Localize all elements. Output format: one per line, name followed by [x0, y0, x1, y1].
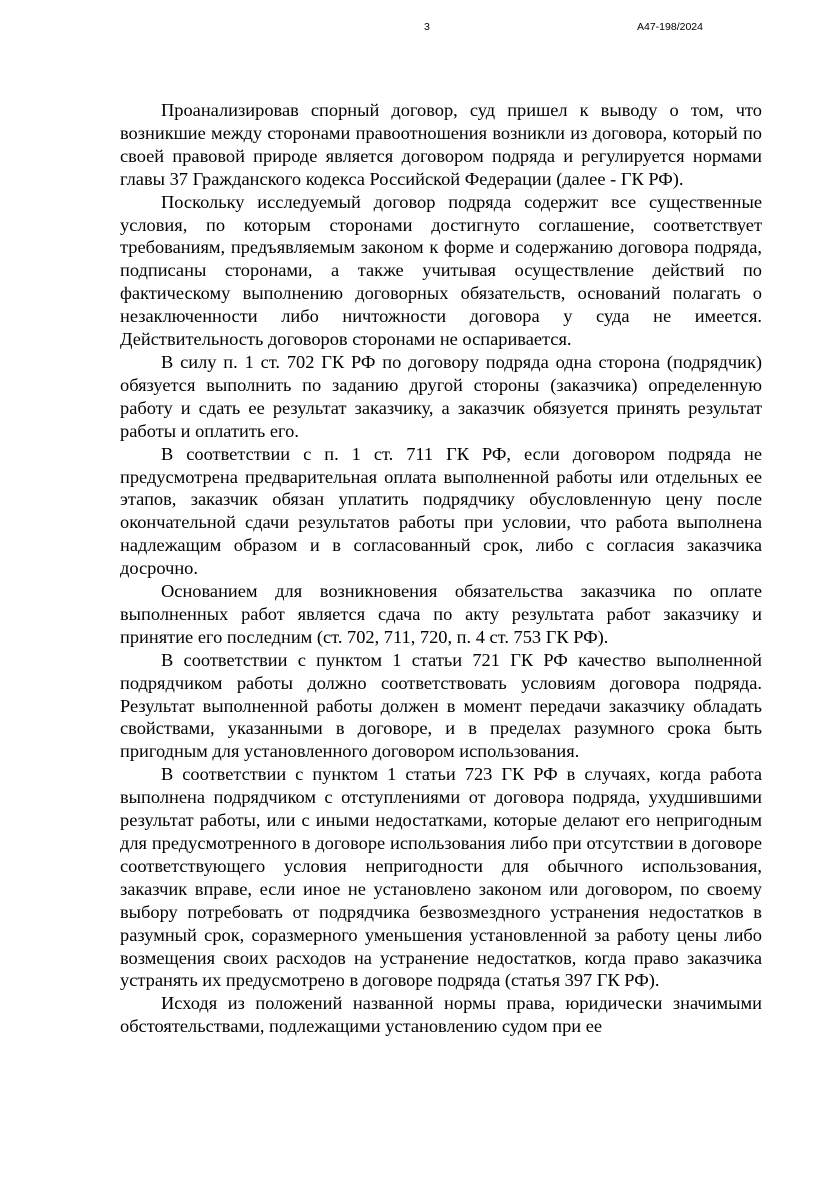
page-number: 3	[424, 21, 430, 33]
paragraph: Основанием для возникновения обязательства заказчика по оплате выполненных работ является сдача по акту результата работ заказчику и принятие его последним (ст. 702, 711, 720, п. 4 ст. 753 ГК РФ).	[120, 581, 762, 647]
document-body	[120, 99, 762, 1038]
paragraph: Проанализировав спорный договор, суд пришел к выводу о том, что возникшие между сторонами правоотношения возникли из договора, который по своей правовой природе является договором подряда и регулируется нормами главы 37 Гражданского кодекса Российской Федерации (далее - ГК РФ).	[120, 100, 762, 189]
case-number: А47-198/2024	[637, 21, 703, 33]
paragraph: В соответствии с п. 1 ст. 711 ГК РФ, если договором подряда не предусмотрена предварительная оплата выполненной работы или отдельных ее этапов, заказчик обязан уплатить подрядчику обусловленную цену после окончательной сдачи результатов работы при условии, что работа выполнена надлежащим образом и в согласованный срок, либо с согласия заказчика досрочно.	[120, 443, 762, 579]
paragraph: В соответствии с пунктом 1 статьи 723 ГК РФ в случаях, когда работа выполнена подрядчиком с отступлениями от договора подряда, ухудшившими результат работы, или с иными недостатками, которые делают его непригодным для предусмотренного в договоре использования либо при отсутствии в договоре соответствующего условия непригодности для обычного использования, заказчик вправе, если иное не установлено законом или договором, по своему выбору потребовать от подрядчика безвозмездного устранения недостатков в разумный срок, соразмерного уменьшения установленной за работу цены либо возмещения своих расходов на устранение недостатков, когда право заказчика устранять их предусмотрено в договоре подряда (статья 397 ГК РФ).	[120, 764, 762, 991]
paragraph: Исходя из положений названной нормы права, юридически значимыми обстоятельствами, подлежащими установлению судом при ее	[120, 993, 762, 1037]
paragraph: В соответствии с пунктом 1 статьи 721 ГК РФ качество выполненной подрядчиком работы должно соответствовать условиям договора подряда. Результат выполненной работы должен в момент передачи заказчику обладать свойствами, указанными в договоре, и в пределах разумного срока быть пригодным для установленного договором использования.	[120, 649, 762, 762]
paragraph: В силу п. 1 ст. 702 ГК РФ по договору подряда одна сторона (подрядчик) обязуется выполнить по заданию другой стороны (заказчика) определенную работу и сдать ее результат заказчику, а заказчик обязуется принять результат работы и оплатить его.	[120, 351, 762, 441]
paragraph: Поскольку исследуемый договор подряда содержит все существенные условия, по которым сторонами достигнуто соглашение, соответствует требованиям, предъявляемым законом к форме и содержанию договора подряда, подписаны сторонами, а также учитывая осуществление действий по фактическому выполнению договорных обязательств, оснований полагать о незаключенности либо ничтожности договора у суда не имеется. Действительность договоров сторонами не оспаривается.	[120, 191, 762, 350]
